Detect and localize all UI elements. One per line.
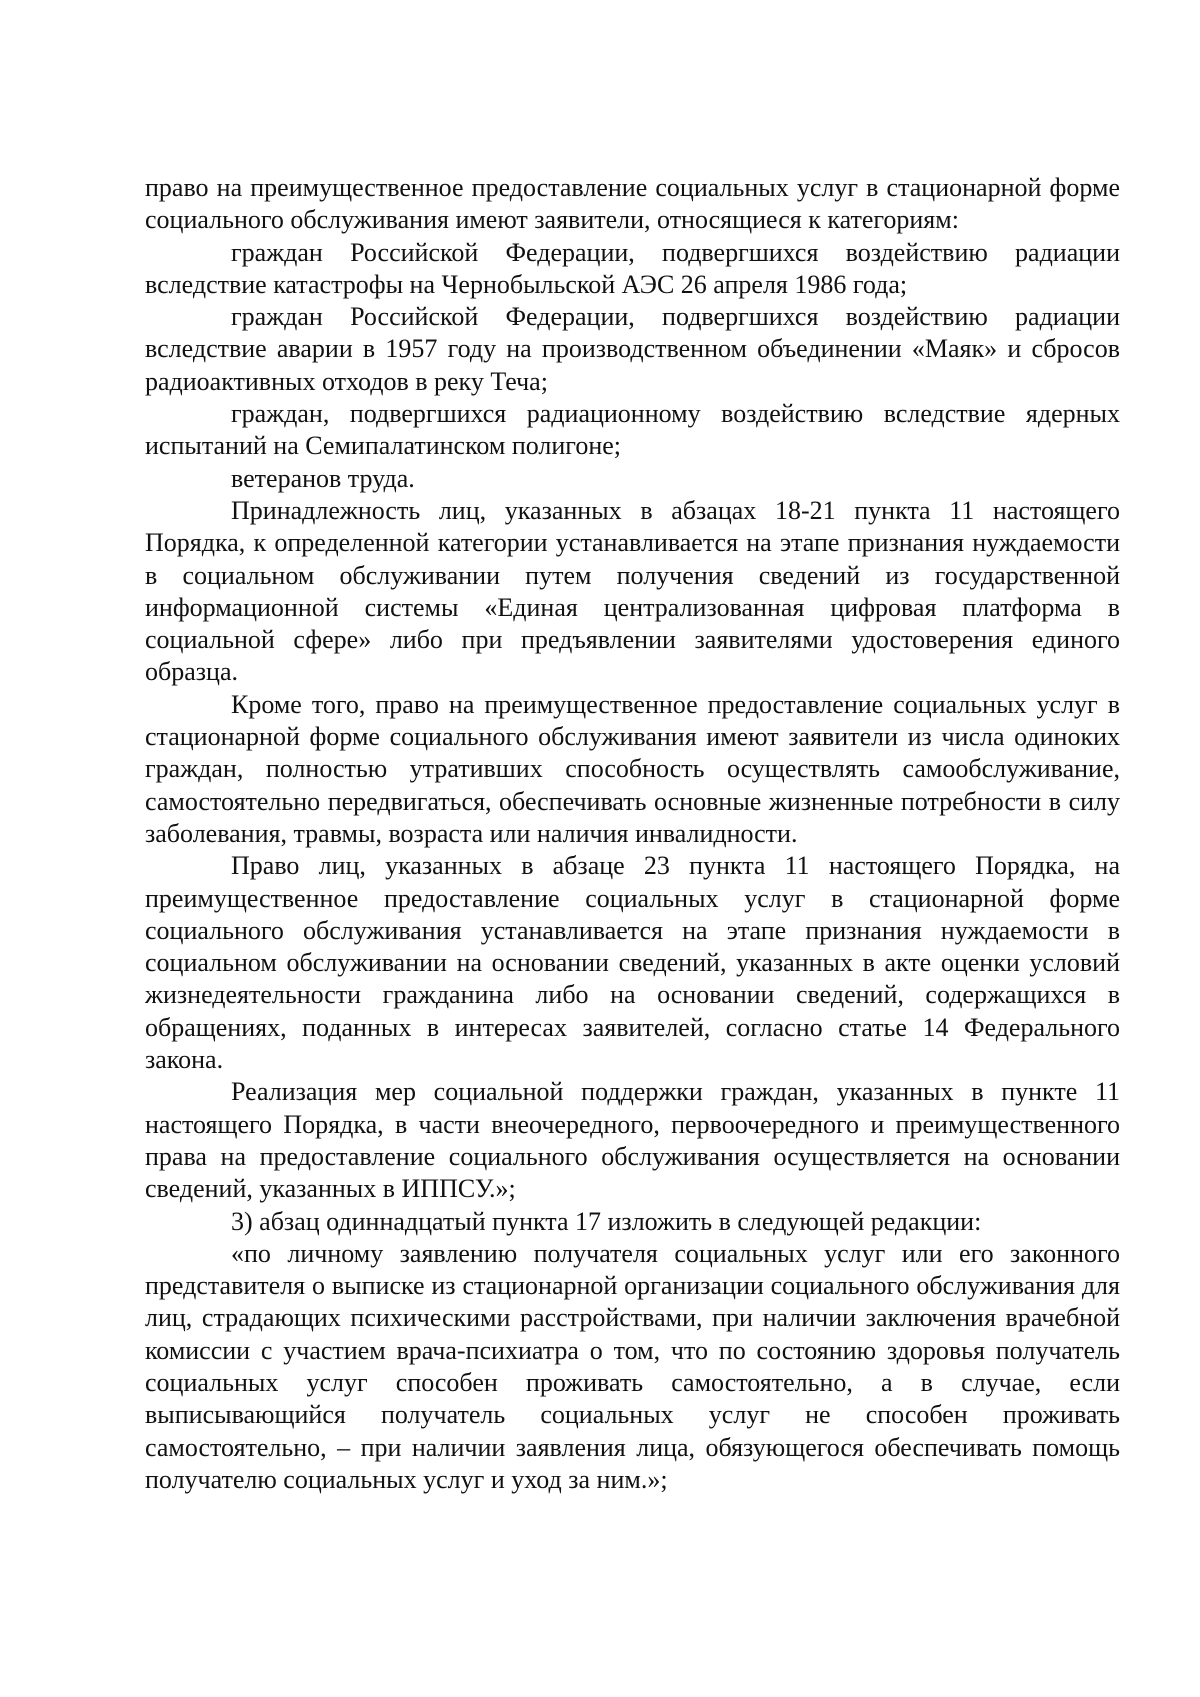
paragraph-single-citizens: Кроме того, право на преимущественное предоставление социальных услуг в стационарной форме социального обслуживания имеют заявители из числа одиноких граждан, полностью утративших способность осуществлять самообслуживание, самостоятельно передвигаться, обеспечивать основные жизненные потребности в силу заболевания, травмы, возраста или наличия инвалидности. — [145, 689, 1120, 848]
paragraph-amendment-item-3: 3) абзац одиннадцатый пункта 17 изложить в следующей редакции: — [231, 1206, 982, 1236]
document-body — [145, 172, 1120, 1496]
paragraph-labor-veterans: ветеранов труда. — [231, 463, 415, 493]
paragraph-discharge-application: «по личному заявлению получателя социальных услуг или его законного представителя о выписке из стационарной организации социального обслуживания для лиц, страдающих психическими расстройствами, при наличии заключения врачебной комиссии с участием врача-психиатра о том, что по состоянию здоровья получатель социальных услуг способен проживать самостоятельно, а в случае, если выписывающийся получатель социальных услуг не способен проживать самостоятельно, – при наличии заявления лица, обязующегося обеспечивать помощь получателю социальных услуг и уход за ним.»; — [145, 1238, 1120, 1494]
paragraph-implementation-measures: Реализация мер социальной поддержки граждан, указанных в пункте 11 настоящего Порядка, в части внеочередного, первоочередного и преимущественного права на предоставление социального обслуживания осуществляется на основании сведений, указанных в ИППСУ.»; — [145, 1077, 1120, 1204]
paragraph-chernobyl: граждан Российской Федерации, подвергшихся воздействию радиации вследствие катастрофы на Чернобыльской АЭС 26 апреля 1986 года; — [145, 237, 1120, 299]
paragraph-semipalatinsk: граждан, подвергшихся радиационному воздействию вследствие ядерных испытаний на Семипалатинском полигоне; — [145, 399, 1120, 461]
paragraph-categories-intro: право на преимущественное предоставление социальных услуг в стационарной форме социального обслуживания имеют заявители, относящиеся к категориям: — [145, 173, 1120, 235]
paragraph-right-of-persons: Право лиц, указанных в абзаце 23 пункта 11 настоящего Порядка, на преимущественное предоставление социальных услуг в стационарной форме социального обслуживания устанавливается на этапе признания нуждаемости в социальном обслуживании на основании сведений, указанных в акте оценки условий жизнедеятельности гражданина либо на основании сведений, содержащихся в обращениях, поданных в интересах заявителей, согласно статье 14 Федерального закона. — [145, 851, 1120, 1075]
paragraph-category-membership: Принадлежность лиц, указанных в абзацах 18-21 пункта 11 настоящего Порядка, к определенной категории устанавливается на этапе признания нуждаемости в социальном обслуживании путем получения сведений из государственной информационной системы «Единая централизованная цифровая платформа в социальной сфере» либо при предъявлении заявителями удостоверения единого образца. — [145, 495, 1120, 687]
paragraph-mayak: граждан Российской Федерации, подвергшихся воздействию радиации вследствие аварии в 1957 году на производственном объединении «Маяк» и сбросов радиоактивных отходов в реку Теча; — [145, 302, 1120, 396]
